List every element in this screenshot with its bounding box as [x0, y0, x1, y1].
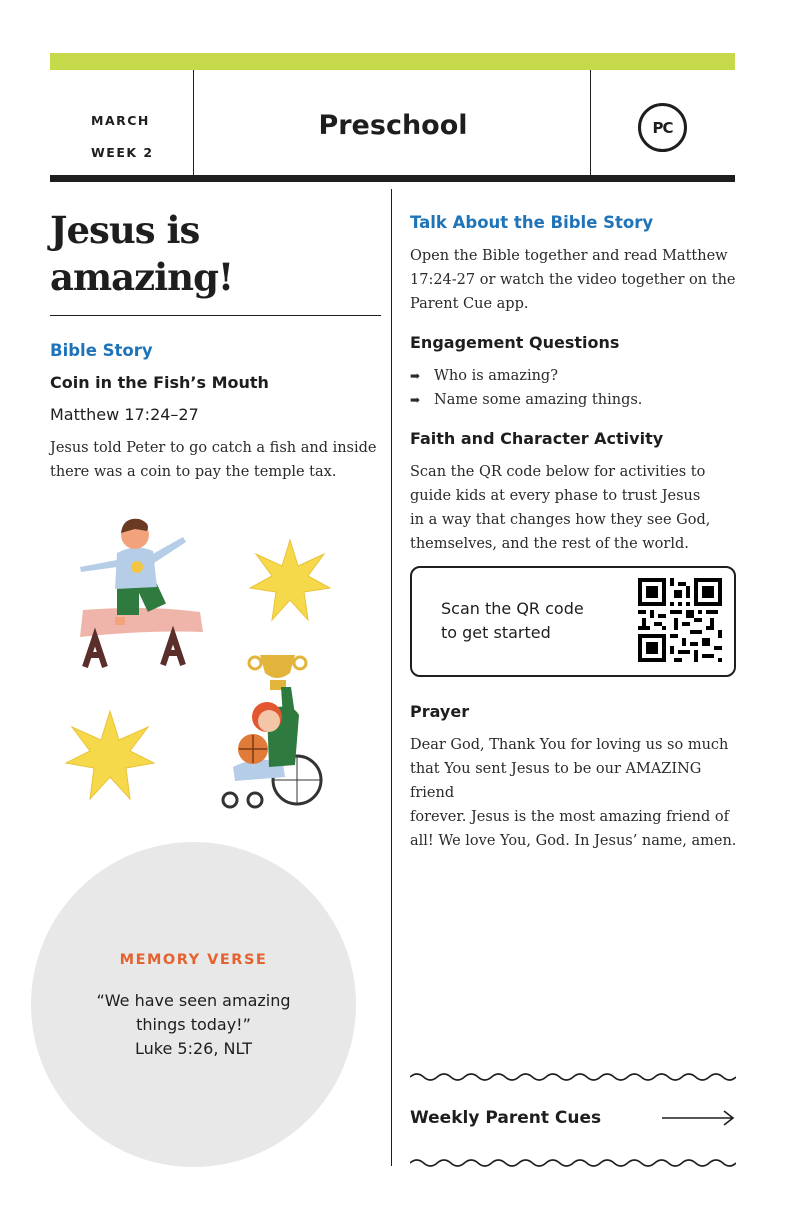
qr-line: Scan the QR code: [441, 599, 584, 618]
column-divider: [391, 189, 392, 1166]
prayer-line: Dear God, Thank You for loving us so much: [410, 737, 729, 753]
question-text: Name some amazing things.: [434, 392, 643, 408]
activity-heading: Faith and Character Activity: [410, 429, 664, 448]
story-title: Coin in the Fish’s Mouth: [50, 373, 269, 392]
prayer-line: forever. Jesus is the most amazing friend of: [410, 809, 729, 825]
qr-code-icon[interactable]: [638, 578, 722, 662]
grade-title: Preschool: [318, 110, 468, 141]
list-item: [410, 364, 736, 388]
title-rule: [50, 315, 381, 316]
arrow-bullet-icon: ➡: [410, 393, 421, 407]
star-icon: [250, 540, 330, 620]
weekly-parent-cues-link[interactable]: Weekly Parent Cues: [410, 1108, 602, 1128]
logo-text: PC: [652, 118, 673, 137]
prayer-heading: Prayer: [410, 702, 470, 721]
talk-line: 17:24-27 or watch the video together on the: [410, 272, 736, 288]
month-label: MARCH: [91, 113, 150, 128]
story-summary-line: there was a coin to pay the temple tax.: [50, 464, 337, 480]
qr-callout-text: [441, 597, 584, 645]
verse-line: things today!”: [136, 1015, 251, 1034]
list-item: [410, 388, 736, 412]
wavy-divider-top: [410, 1070, 736, 1084]
header-accent-bar: [50, 53, 735, 70]
activity-text: [410, 460, 736, 556]
verse-line: “We have seen amazing: [96, 991, 291, 1010]
prayer-text: [410, 733, 740, 853]
engagement-questions-list: [410, 364, 736, 412]
page-header: [50, 70, 735, 182]
title-line-1: Jesus is: [50, 208, 200, 252]
parent-cue-logo-icon: [638, 103, 687, 152]
activity-line: guide kids at every phase to trust Jesus: [410, 488, 701, 504]
wavy-divider-bottom: [410, 1156, 736, 1170]
header-divider-left: [193, 70, 194, 182]
long-arrow-right-icon[interactable]: [660, 1109, 736, 1127]
kids-illustration: [55, 505, 340, 815]
engagement-heading: Engagement Questions: [410, 333, 620, 352]
talk-text: [410, 244, 736, 316]
arrow-bullet-icon: ➡: [410, 369, 421, 383]
memory-verse-text: [71, 989, 316, 1061]
story-summary: [50, 436, 390, 484]
talk-line: Open the Bible together and read Matthew: [410, 248, 728, 264]
memory-verse-label: MEMORY VERSE: [119, 952, 268, 968]
qr-line: to get started: [441, 623, 551, 642]
balance-beam-boy-icon: [80, 519, 203, 667]
talk-line: Parent Cue app.: [410, 296, 529, 312]
prayer-line: that You sent Jesus to be our AMAZING friend: [410, 761, 702, 801]
talk-heading: Talk About the Bible Story: [410, 213, 654, 232]
star-icon: [66, 711, 154, 799]
story-reference: Matthew 17:24–27: [50, 405, 199, 424]
qr-callout[interactable]: [410, 566, 736, 677]
memory-verse-circle: [31, 842, 356, 1167]
wheelchair-girl-icon: [223, 655, 321, 807]
page-title: [50, 207, 380, 301]
story-summary-line: Jesus told Peter to go catch a fish and inside: [50, 440, 377, 456]
activity-line: themselves, and the rest of the world.: [410, 536, 689, 552]
date-block: [91, 105, 154, 169]
activity-line: Scan the QR code below for activities to: [410, 464, 706, 480]
title-line-2: amazing!: [50, 255, 234, 299]
question-text: Who is amazing?: [434, 368, 558, 384]
activity-line: in a way that changes how they see God,: [410, 512, 711, 528]
verse-reference: Luke 5:26, NLT: [135, 1039, 252, 1058]
prayer-line: all! We love You, God. In Jesus’ name, amen.: [410, 833, 737, 849]
week-label: WEEK 2: [91, 145, 154, 160]
bible-story-heading: Bible Story: [50, 341, 153, 360]
